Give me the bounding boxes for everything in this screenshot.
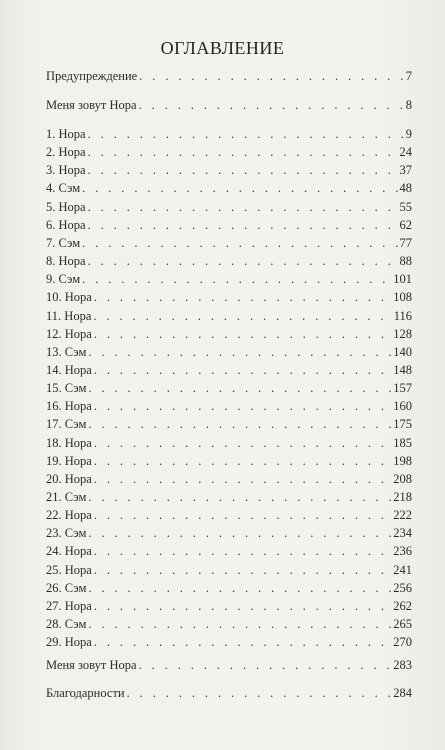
toc-entry [46, 580, 412, 596]
toc-entry-label: 29. Нора [46, 635, 92, 650]
dot-leader [94, 471, 391, 487]
toc-entry-label: Благодарности [46, 686, 125, 700]
toc-entry-label: 22. Нора [46, 508, 92, 523]
toc-entry-page-number: 128 [393, 326, 412, 341]
toc-entry-page-number: 77 [399, 235, 412, 250]
toc-entry [46, 562, 412, 578]
toc-entry [46, 362, 412, 378]
toc-entry-label: 27. Нора [46, 598, 92, 613]
toc-entry-label: 17. Сэм [46, 417, 87, 432]
toc-entry-label: Меня зовут Нора [46, 98, 137, 112]
dot-leader [94, 289, 391, 305]
toc-entry [46, 616, 412, 632]
toc-entry-label: 3. Нора [46, 163, 86, 178]
dot-leader [88, 344, 391, 360]
toc-entry-label: 20. Нора [46, 471, 92, 486]
toc-entry-page-number: 236 [393, 544, 412, 559]
toc-entry-label: 10. Нора [46, 290, 92, 305]
toc-entry [46, 398, 412, 414]
toc-entry [46, 199, 412, 215]
toc-entry-label: 2. Нора [46, 145, 86, 160]
toc-entry [46, 271, 412, 287]
toc-entry [46, 344, 412, 360]
toc-entry [46, 380, 412, 396]
toc-entry [46, 416, 412, 432]
toc-entry-page-number: 185 [393, 435, 412, 450]
toc-entry-page-number: 140 [393, 344, 412, 359]
toc-entry-page-number: 55 [399, 199, 412, 214]
toc-entry-label: 6. Нора [46, 217, 86, 232]
dot-leader [82, 235, 397, 251]
toc-entry-label: 25. Нора [46, 562, 92, 577]
toc-entry-label: 1. Нора [46, 127, 86, 141]
dot-leader [94, 507, 391, 523]
toc-entry-label: 7. Сэм [46, 235, 81, 250]
dot-leader [88, 489, 391, 505]
toc-entry [46, 217, 412, 233]
toc-entry-page-number: 37 [399, 163, 412, 178]
toc-entry [46, 144, 412, 160]
dot-leader [139, 97, 404, 113]
toc-entry [46, 657, 412, 673]
toc-entry [46, 162, 412, 178]
toc-entry-label: 11. Нора [46, 308, 92, 323]
toc-entry-page-number: 148 [393, 362, 412, 377]
toc-entry-label: 15. Сэм [46, 381, 87, 396]
toc-entry-page-number: 9 [405, 127, 412, 141]
dot-leader [88, 525, 391, 541]
dot-leader [93, 308, 391, 324]
dot-leader [88, 162, 398, 178]
toc-entry [46, 180, 412, 196]
toc-entry-page-number: 175 [393, 417, 412, 432]
toc-entry-page-number: 234 [393, 526, 412, 541]
dot-leader [94, 326, 391, 342]
dot-leader [94, 598, 391, 614]
toc-entry-page-number: 222 [393, 508, 412, 523]
toc-entry-label: 16. Нора [46, 399, 92, 414]
toc-entry-page-number: 256 [393, 580, 412, 595]
toc-entry [46, 507, 412, 523]
dot-leader [94, 634, 391, 650]
dot-leader [88, 580, 391, 596]
dot-leader [88, 199, 398, 215]
dot-leader [88, 144, 398, 160]
toc-entry [46, 471, 412, 487]
dot-leader [88, 616, 391, 632]
toc-entry [46, 525, 412, 541]
toc-entry [46, 289, 412, 305]
toc-entry-label: 26. Сэм [46, 580, 87, 595]
toc-entry [46, 97, 412, 113]
toc-entry-label: Предупреждение [46, 69, 138, 83]
toc-entry-page-number: 284 [393, 686, 412, 700]
toc-entry-label: 13. Сэм [46, 344, 87, 359]
dot-leader [82, 271, 391, 287]
toc-entry [46, 634, 412, 650]
dot-leader [127, 685, 392, 701]
toc-entry [46, 543, 412, 559]
toc-entry [46, 126, 412, 142]
dot-leader [94, 398, 391, 414]
page-title: ОГЛАВЛЕНИЕ [160, 38, 285, 58]
toc-entry-label: 19. Нора [46, 453, 92, 468]
dot-leader [139, 657, 392, 673]
toc-entry-label: 18. Нора [46, 435, 92, 450]
dot-leader [139, 68, 404, 84]
toc-entry-page-number: 116 [393, 308, 412, 323]
toc-entry [46, 435, 412, 451]
toc-entry-page-number: 7 [405, 69, 412, 83]
toc-entry [46, 253, 412, 269]
toc-entry-label: 28. Сэм [46, 617, 87, 632]
toc-entry-page-number: 198 [393, 453, 412, 468]
toc-entry-label: 14. Нора [46, 362, 92, 377]
toc-entry-page-number: 218 [393, 490, 412, 504]
toc-entry-page-number: 24 [399, 145, 412, 160]
toc-entry-label: 23. Сэм [46, 526, 87, 541]
toc-entry-label: Меня зовут Нора [46, 658, 137, 672]
dot-leader [88, 217, 398, 233]
toc-entry-label: 12. Нора [46, 326, 92, 341]
dot-leader [88, 126, 404, 142]
toc-entry-page-number: 283 [393, 658, 412, 672]
toc-entry-page-number: 270 [393, 635, 412, 650]
toc-entry [46, 68, 412, 84]
toc-entry-page-number: 157 [393, 381, 412, 396]
toc-entry-label: 8. Нора [46, 254, 86, 269]
toc-entry [46, 453, 412, 469]
toc-entry-label: 21. Сэм [46, 490, 87, 504]
toc-entry [46, 235, 412, 251]
toc-entry [46, 489, 412, 505]
dot-leader [82, 180, 397, 196]
dot-leader [94, 453, 391, 469]
toc-entry [46, 598, 412, 614]
dot-leader [88, 253, 398, 269]
toc-entry [46, 685, 412, 701]
toc-entry-label: 4. Сэм [46, 181, 81, 196]
toc-entry-page-number: 88 [399, 254, 412, 269]
toc-entry-page-number: 48 [399, 181, 412, 196]
toc-entry-page-number: 241 [393, 562, 412, 577]
toc-entry-page-number: 101 [393, 272, 412, 287]
toc-entry-page-number: 62 [399, 217, 412, 232]
toc-entry [46, 326, 412, 342]
toc-entry-page-number: 262 [393, 598, 412, 613]
toc-entry-label: 24. Нора [46, 544, 92, 559]
dot-leader [94, 562, 391, 578]
toc-entry-label: 9. Сэм [46, 272, 81, 287]
dot-leader [94, 435, 391, 451]
toc-entry-page-number: 160 [393, 399, 412, 414]
toc-entry [46, 308, 412, 324]
toc-entry-page-number: 8 [405, 98, 412, 112]
toc-entry-label: 5. Нора [46, 199, 86, 214]
dot-leader [94, 362, 391, 378]
toc-entry-page-number: 108 [393, 290, 412, 305]
toc-entry-page-number: 265 [393, 617, 412, 632]
dot-leader [88, 416, 391, 432]
dot-leader [88, 380, 391, 396]
dot-leader [94, 543, 391, 559]
toc-entry-page-number: 208 [393, 471, 412, 486]
